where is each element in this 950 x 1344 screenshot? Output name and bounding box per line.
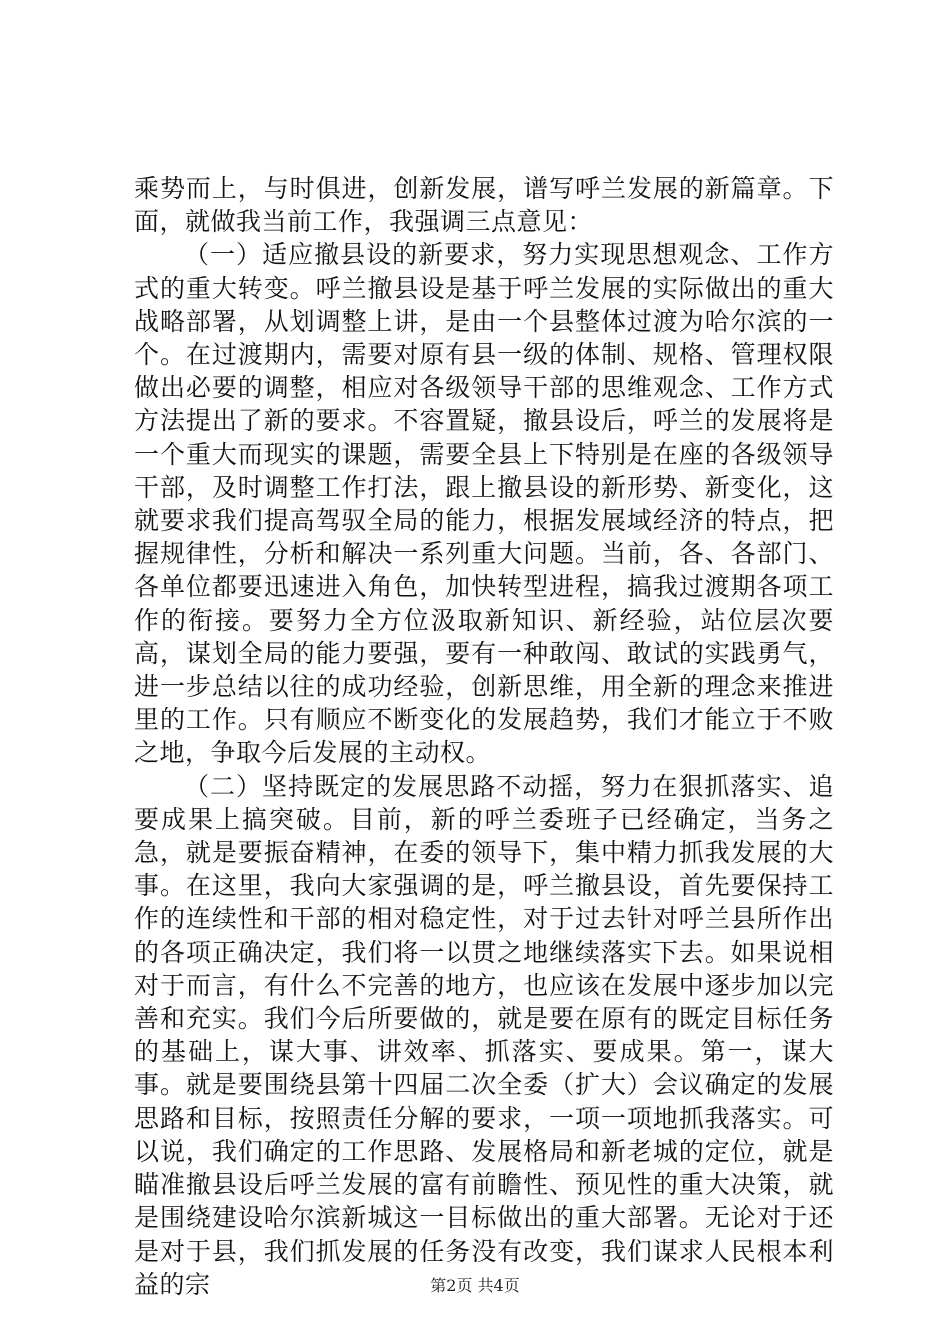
body-text	[134, 172, 834, 1301]
page-footer: 第2页 共4页	[430, 1276, 520, 1295]
paragraph-continuation: 乘势而上，与时俱进，创新发展，谱写呼兰发展的新篇章。下面，就做我当前工作，我强调三点意见：	[134, 174, 834, 237]
paragraph-point-two: （二）坚持既定的发展思路不动摇，努力在狠抓落实、追要成果上搞突破。目前，新的呼兰委班子已经确定，当务之急，就是要振奋精神，在委的领导下，集中精力抓我发展的大事。在这里，我向大家强调的是，呼兰撤县设，首先要保持工作的连续性和干部的相对稳定性，对于过去针对呼兰县所作出的各项正确决定，我们将一以贯之地继续落实下去。如果说相对于而言，有什么不完善的地方，也应该在发展中逐步加以完善和充实。我们今后所要做的，就是要在原有的既定目标任务的基础上，谋大事、讲效率、抓落实、要成果。第一，谋大事。就是要围绕县第十四届二次全委（扩大）会议确定的发展思路和目标，按照责任分解的要求，一项一项地抓我落实。可以说，我们确定的工作思路、发展格局和新老城的定位，就是瞄准撤县设后呼兰发展的富有前瞻性、预见性的重大决策，就是围绕建设哈尔滨新城这一目标做出的重大部署。无论对于还是对于县，我们抓发展的任务没有改变，我们谋求人民根本利益的宗	[134, 771, 834, 1299]
paragraph-point-one: （一）适应撤县设的新要求，努力实现思想观念、工作方式的重大转变。呼兰撤县设是基于呼兰发展的实际做出的重大战略部署，从划调整上讲，是由一个县整体过渡为哈尔滨的一个。在过渡期内，需要对原有县一级的体制、规格、管理权限做出必要的调整，相应对各级领导干部的思维观念、工作方式方法提出了新的要求。不容置疑，撤县设后，呼兰的发展将是一个重大而现实的课题，需要全县上下特别是在座的各级领导干部，及时调整工作打法，跟上撤县设的新形势、新变化，这就要求我们提高驾驭全局的能力，根据发展域经济的特点，把握规律性，分析和解决一系列重大问题。当前，各、各部门、各单位都要迅速进入角色，加快转型进程，搞我过渡期各项工作的衔接。要努力全方位汲取新知识、新经验，站位层次要高，谋划全局的能力要强，要有一种敢闯、敢试的实践勇气，进一步总结以往的成功经验，创新思维，用全新的理念来推进里的工作。只有顺应不断变化的发展趋势，我们才能立于不败之地，争取今后发展的主动权。	[134, 240, 834, 768]
